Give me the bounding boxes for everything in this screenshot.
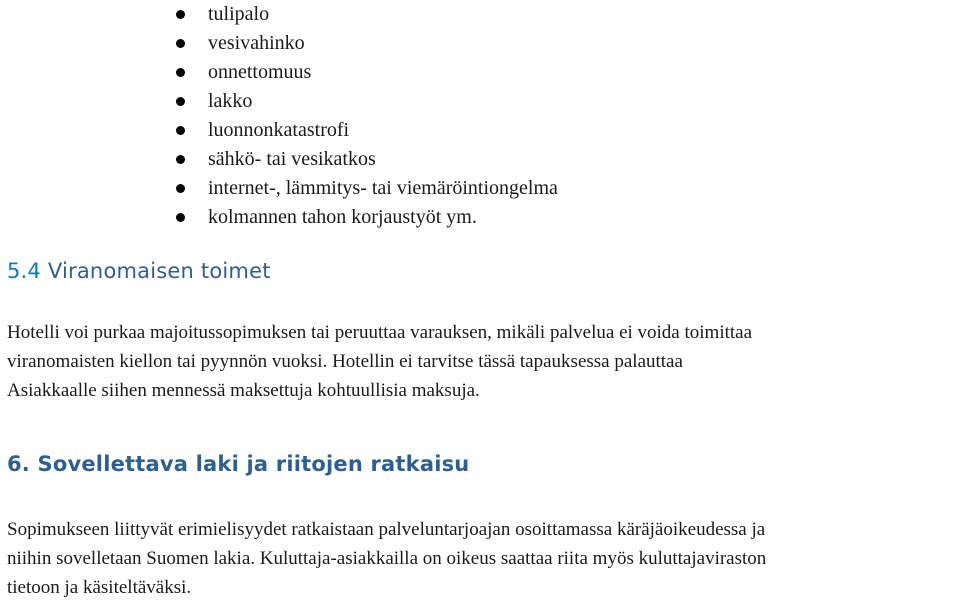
list-item-text: sähkö- tai vesikatkos <box>208 148 376 170</box>
bullet-icon <box>176 213 185 222</box>
bullet-icon <box>176 97 185 106</box>
bullet-icon <box>176 39 185 48</box>
section-heading-5-4 <box>7 259 271 283</box>
section-6-paragraph <box>7 515 959 600</box>
bullet-icon <box>176 10 185 19</box>
section-number: 5.4 <box>7 259 41 283</box>
bullet-icon <box>176 184 185 193</box>
paragraph-line: tietoon ja käsiteltäväksi. <box>7 577 192 598</box>
paragraph-line: viranomaisten kiellon tai pyynnön vuoksi. Hotellin ei tarvitse tässä tapauksessa palauttaa <box>7 351 683 372</box>
paragraph-line: niihin sovelletaan Suomen lakia. Kuluttaja-asiakkailla on oikeus saattaa riita myös kuluttajaviraston <box>7 548 767 569</box>
paragraph-line: Asiakkaalle siihen mennessä maksettuja kohtuullisia maksuja. <box>7 380 480 401</box>
list-item-text: onnettomuus <box>208 61 312 83</box>
section-heading-6 <box>7 452 469 476</box>
section-title: Viranomaisen toimet <box>47 259 271 283</box>
section-title: Sovellettava laki ja riitojen ratkaisu <box>37 452 470 476</box>
list-item-text: internet-, lämmitys- tai viemäröintiongelma <box>208 177 558 199</box>
section-number: 6. <box>7 452 30 476</box>
paragraph-line: Hotelli voi purkaa majoitussopimuksen tai peruuttaa varauksen, mikäli palvelua ei voida toimittaa <box>7 322 753 343</box>
bullet-icon <box>176 155 185 164</box>
bullet-icon <box>176 126 185 135</box>
paragraph-line: Sopimukseen liittyvät erimielisyydet ratkaistaan palveluntarjoajan osoittamassa käräjäoikeudessa ja <box>7 519 766 540</box>
list-item-text: lakko <box>208 90 253 112</box>
bullet-icon <box>176 68 185 77</box>
list-item-text: tulipalo <box>208 3 270 25</box>
list-item-text: luonnonkatastrofi <box>208 119 350 141</box>
list-item-text: kolmannen tahon korjaustyöt ym. <box>208 206 477 228</box>
list-item-text: vesivahinko <box>208 32 305 54</box>
section-5-4-paragraph <box>7 318 959 405</box>
